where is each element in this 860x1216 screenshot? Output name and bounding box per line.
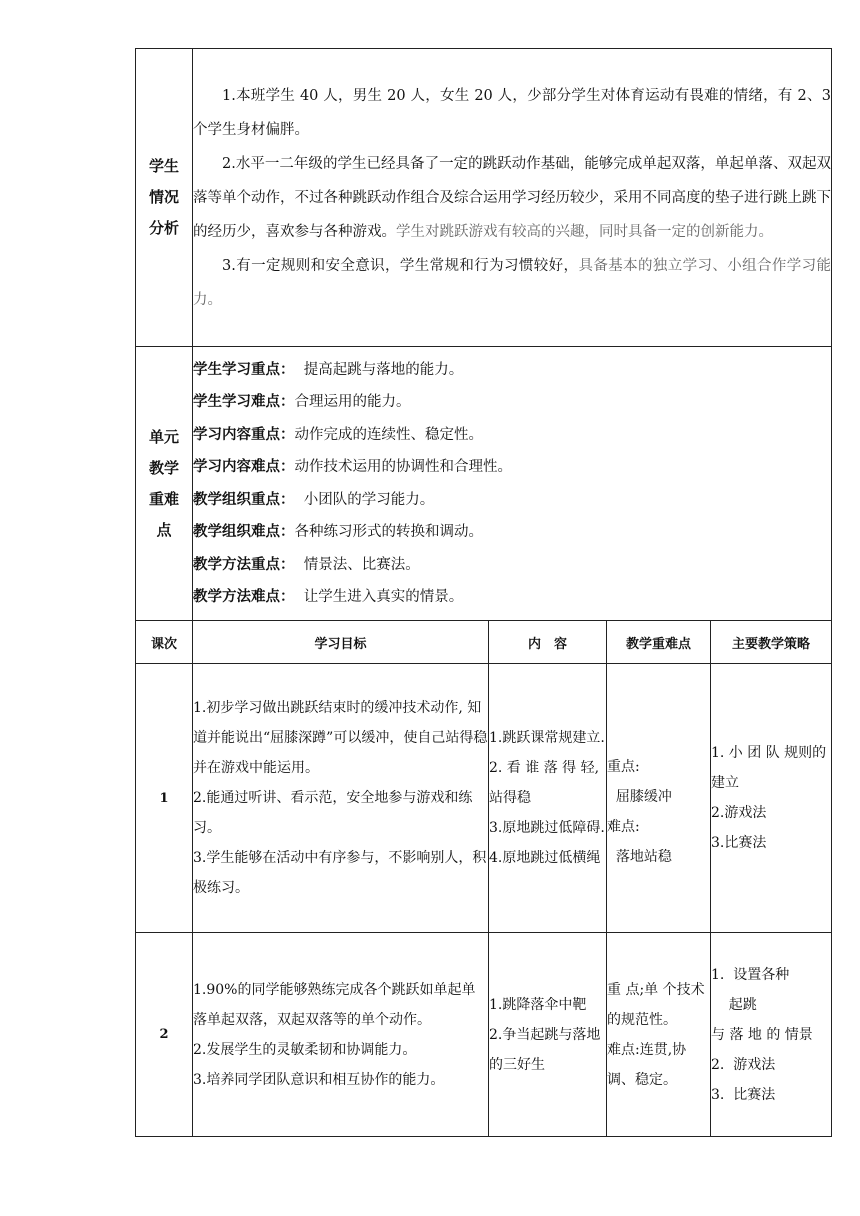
goal-item: 2.发展学生的灵敏柔韧和协调能力。: [193, 1041, 417, 1058]
analysis-text: 3.有一定规则和安全意识，学生常规和行为习惯较好，: [222, 257, 579, 274]
keypoint-key: 学生学习重点：: [193, 361, 295, 378]
lesson-number: 1: [136, 664, 193, 933]
student-analysis-label: [136, 49, 193, 347]
lesson-number: 2: [136, 933, 193, 1137]
header-keypoints: 教学重难点: [607, 621, 711, 664]
keypoint-key: 学习内容难点：: [193, 459, 295, 475]
label-line: 分析: [148, 219, 179, 237]
keypoint-value: 合理运用的能力。: [294, 394, 411, 410]
strategy-item: 与 落 地 的 情景: [711, 1026, 813, 1043]
strategy-item: 1. 设置各种: [711, 966, 790, 983]
analysis-paragraph-1: 1.本班学生 40 人，男生 20 人，女生 20 人，少部分学生对体育运动有畏难的情绪，有 2、3 个学生身材偏胖。: [193, 87, 832, 138]
goal-item: 1.初步学习做出跳跃结束时的缓冲技术动作, 知道并能说出“屈膝深蹲”可以缓冲，使自己站得稳并在游戏中能运用。: [193, 700, 488, 776]
lesson-table-header: [136, 621, 832, 664]
keypoint-key: 教学组织难点：: [193, 524, 295, 540]
keypoint-item: [193, 451, 831, 484]
keypoint-value: 各种练习形式的转换和调动。: [294, 524, 483, 540]
keypoint-value: 让学生进入真实的情景。: [294, 589, 464, 605]
analysis-text-grey: 具备基本的独立学习、小组合作学习能力。: [193, 257, 832, 308]
content-item: 4.原地跳过低横绳: [489, 850, 601, 866]
strategy-item: 1. 小 团 队 规则的建立: [711, 745, 827, 791]
keypoint-item: [193, 386, 831, 419]
content-item: 2.争当起跳与落地的三好生: [489, 1026, 601, 1073]
strategy-item: 2.游戏法: [711, 805, 767, 821]
content-item: 1.跳降落伞中靶: [489, 996, 587, 1013]
keypoint-line: 落地站稳: [607, 849, 672, 865]
keypoint-key: 教学方法重点：: [193, 556, 295, 573]
content-item: 2. 看 谁 落 得 轻,站得稳: [489, 760, 600, 806]
strategy-item: 2. 游戏法: [711, 1056, 776, 1073]
keypoint-item: [193, 516, 831, 549]
unit-keypoints-list: [193, 347, 832, 621]
lesson-strategy: [711, 933, 832, 1137]
keypoint-line: 难点:连贯,协调、稳定。: [607, 1041, 687, 1088]
keypoint-line: 难点:: [607, 819, 640, 835]
unit-keypoints-row: [136, 347, 832, 621]
keypoint-item: [193, 419, 831, 452]
header-content: 内 容: [489, 621, 607, 664]
keypoint-key: 教学组织重点：: [193, 491, 295, 508]
analysis-paragraph-2: [193, 147, 831, 249]
content-item: 3.原地跳过低障碍.: [489, 820, 605, 836]
strategy-item: 3. 比赛法: [711, 1086, 776, 1103]
label-line: 点: [156, 520, 172, 539]
keypoint-item: [193, 484, 831, 517]
keypoint-line: 重点:: [607, 759, 640, 775]
keypoint-key: 学习内容重点：: [193, 426, 295, 443]
keypoint-value: 动作完成的连续性、稳定性。: [294, 426, 483, 443]
keypoint-item: [193, 354, 831, 387]
header-strategy: 主要教学策略: [711, 621, 832, 664]
goal-item: 3.学生能够在活动中有序参与，不影响别人，积极练习。: [193, 850, 487, 896]
label-line: 学生: [148, 157, 179, 175]
lesson-row: [136, 933, 832, 1137]
keypoint-item: [193, 549, 831, 582]
goal-item: 2.能通过听讲、看示范，安全地参与游戏和练习。: [193, 790, 473, 836]
keypoint-value: 小团队的学习能力。: [294, 491, 435, 508]
keypoint-key: 教学方法难点：: [193, 589, 295, 605]
keypoint-key: 学生学习难点：: [193, 394, 295, 410]
analysis-text: 2.水平一二年级的学生已经具备了一定的跳跃动作基础，能够完成单起双落，单起单落、双起双落等单个动作，不过各种跳跃动作组合及综合运用学习经历较少，采用不同高度的垫子进行跳上跳下的经历少，喜欢参与各种游戏。: [193, 155, 832, 240]
label-line: 情况: [148, 188, 179, 206]
lesson-keypoints: [607, 664, 711, 933]
lesson-row: [136, 664, 832, 933]
label-line: 重难: [148, 489, 179, 508]
student-analysis-row: [136, 49, 832, 347]
lesson-strategy: [711, 664, 832, 933]
unit-keypoints-label: [136, 347, 193, 621]
header-goals: 学习目标: [193, 621, 489, 664]
keypoint-value: 提高起跳与落地的能力。: [294, 361, 464, 378]
lesson-goals: [193, 664, 489, 933]
keypoint-value: 动作技术运用的协调性和合理性。: [294, 459, 512, 475]
keypoint-line: 屈膝缓冲: [607, 789, 672, 805]
strategy-item: 起跳: [711, 996, 757, 1013]
keypoint-line: 重 点;单 个技术的规范性。: [607, 981, 705, 1028]
strategy-item: 3.比赛法: [711, 835, 767, 851]
lesson-plan-table: [135, 48, 832, 1137]
analysis-text-grey: 学生对跳跃游戏有较高的兴趣，同时具备一定的创新能力。: [396, 223, 773, 240]
lesson-content: [489, 933, 607, 1137]
goal-item: 3.培养同学团队意识和相互协作的能力。: [193, 1071, 445, 1088]
header-lesson: 课次: [136, 621, 193, 664]
lesson-goals: [193, 933, 489, 1137]
keypoint-value: 情景法、比赛法。: [294, 556, 420, 573]
analysis-paragraph-3: [193, 249, 831, 317]
content-item: 1.跳跃课常规建立.: [489, 730, 605, 746]
lesson-keypoints: [607, 933, 711, 1137]
goal-item: 1.90%的同学能够熟练完成各个跳跃如单起单落单起双落，双起双落等的单个动作。: [193, 981, 476, 1028]
student-analysis-text: [193, 49, 832, 347]
keypoint-item: [193, 581, 831, 614]
label-line: 教学: [148, 458, 179, 477]
lesson-content: [489, 664, 607, 933]
label-line: 单元: [148, 427, 179, 446]
